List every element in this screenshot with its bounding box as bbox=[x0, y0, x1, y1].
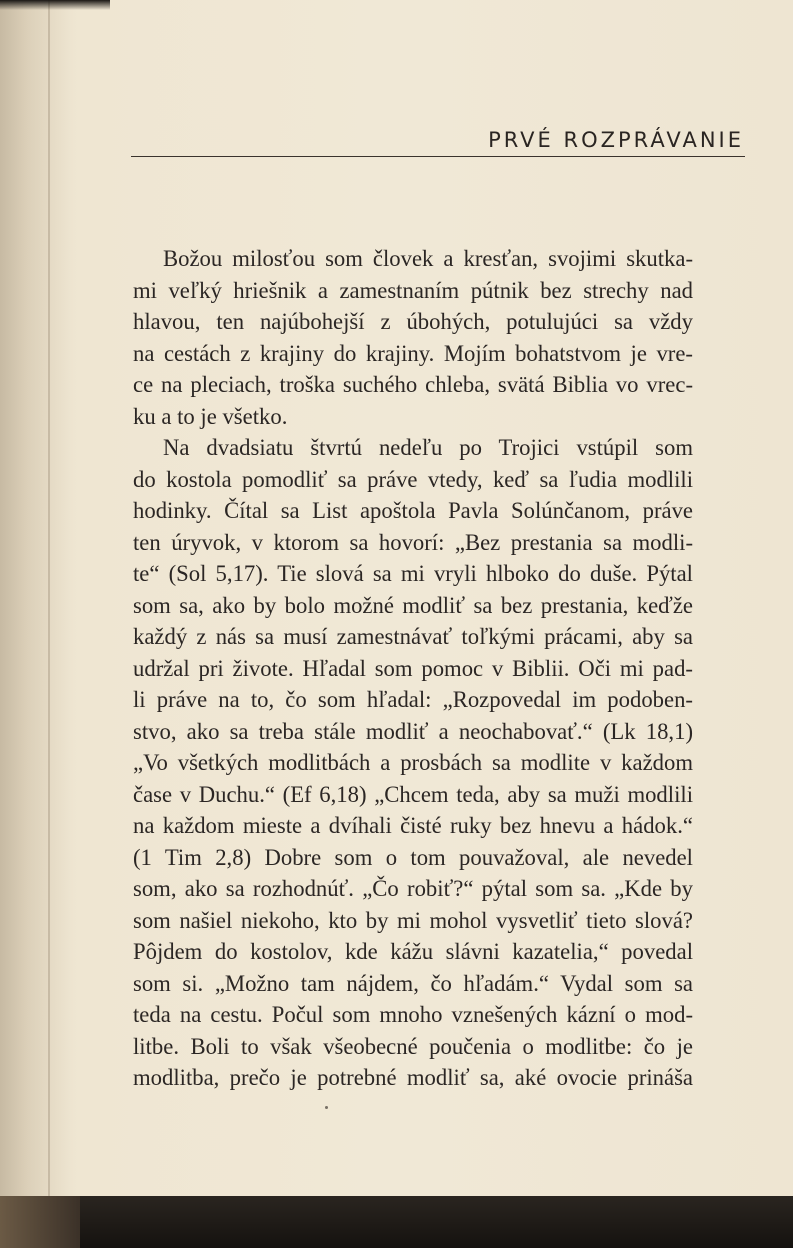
text-line: Pôjdem do kostolov, kde kážu slávni kazatelia,“ povedal bbox=[133, 939, 693, 964]
text-line: na cestách z krajiny do krajiny. Mojím bohatstvom je vre- bbox=[133, 340, 693, 366]
text-line: som našiel niekoho, kto by mi mohol vysvetliť tieto slová? bbox=[133, 907, 693, 933]
text-line: hodinky. Čítal sa List apoštola Pavla Solúnčanom, práve bbox=[133, 498, 693, 523]
text-line: teda na cestu. Počul som mnoho vznešených kázní o mod- bbox=[133, 1002, 693, 1027]
text-line: som si. „Možno tam nájdem, čo hľadám.“ Vydal som sa bbox=[133, 970, 693, 996]
text-line: som sa, ako by bolo možné modliť sa bez prestania, keďže bbox=[133, 592, 693, 618]
text-line: do kostola pomodliť sa práve vtedy, keď sa ľudia modlili bbox=[133, 466, 693, 492]
book-cover-corner bbox=[0, 1196, 80, 1248]
paragraph-2 bbox=[133, 432, 693, 1094]
gutter-fold bbox=[48, 0, 50, 1196]
text-line: li práve na to, čo som hľadal: „Rozpovedal im podoben- bbox=[133, 687, 693, 712]
text-line: (1 Tim 2,8) Dobre som o tom pouvažoval, ale nevedel bbox=[133, 844, 693, 870]
page-top-edge bbox=[0, 0, 110, 10]
text-line: litbe. Boli to však všeobecné poučenia o modlitbe: čo je bbox=[133, 1033, 693, 1059]
paragraph-1 bbox=[133, 243, 693, 432]
text-line: ce na pleciach, troška suchého chleba, svätá Biblia vo vrec- bbox=[133, 372, 693, 397]
text-line: hlavou, ten najúbohejší z úbohých, potulujúci sa vždy bbox=[133, 309, 693, 334]
paper-speck bbox=[325, 1106, 328, 1109]
gutter-shadow bbox=[0, 0, 78, 1196]
text-line: každý z nás sa musí zamestnávať toľkými prácami, aby sa bbox=[133, 624, 693, 649]
text-line: na každom mieste a dvíhali čisté ruky bez hnevu a hádok.“ bbox=[133, 813, 693, 838]
text-line: udržal pri živote. Hľadal som pomoc v Biblii. Oči mi pad- bbox=[133, 655, 693, 681]
text-line: ten úryvok, v ktorom sa hovorí: „Bez prestania sa modli- bbox=[133, 529, 693, 555]
text-line: te“ (Sol 5,17). Tie slová sa mi vryli hlboko do duše. Pýtal bbox=[133, 561, 693, 586]
text-line: modlitba, prečo je potrebné modliť sa, aké ovocie prináša bbox=[133, 1065, 693, 1090]
text-line: ku a to je všetko. bbox=[133, 403, 288, 429]
running-head: PRVÉ ROZPRÁVANIE bbox=[488, 128, 744, 152]
text-line: čase v Duchu.“ (Ef 6,18) „Chcem teda, aby sa muži modlili bbox=[133, 781, 693, 807]
text-line: Božou milosťou som človek a kresťan, svojimi skutka- bbox=[163, 246, 693, 271]
text-line: mi veľký hriešnik a zamestnaním pútnik bez strechy nad bbox=[133, 277, 693, 303]
body-text bbox=[133, 243, 693, 1094]
header-rule bbox=[131, 156, 745, 157]
text-line: Na dvadsiatu štvrtú nedeľu po Trojici vstúpil som bbox=[163, 435, 693, 460]
text-line: stvo, ako sa treba stále modliť a neochabovať.“ (Lk 18,1) bbox=[133, 718, 693, 744]
text-line: „Vo všetkých modlitbách a prosbách sa modlite v každom bbox=[133, 750, 693, 775]
book-edge-shadow bbox=[0, 1196, 793, 1248]
text-line: som, ako sa rozhodnúť. „Čo robiť?“ pýtal som sa. „Kde by bbox=[133, 876, 693, 901]
